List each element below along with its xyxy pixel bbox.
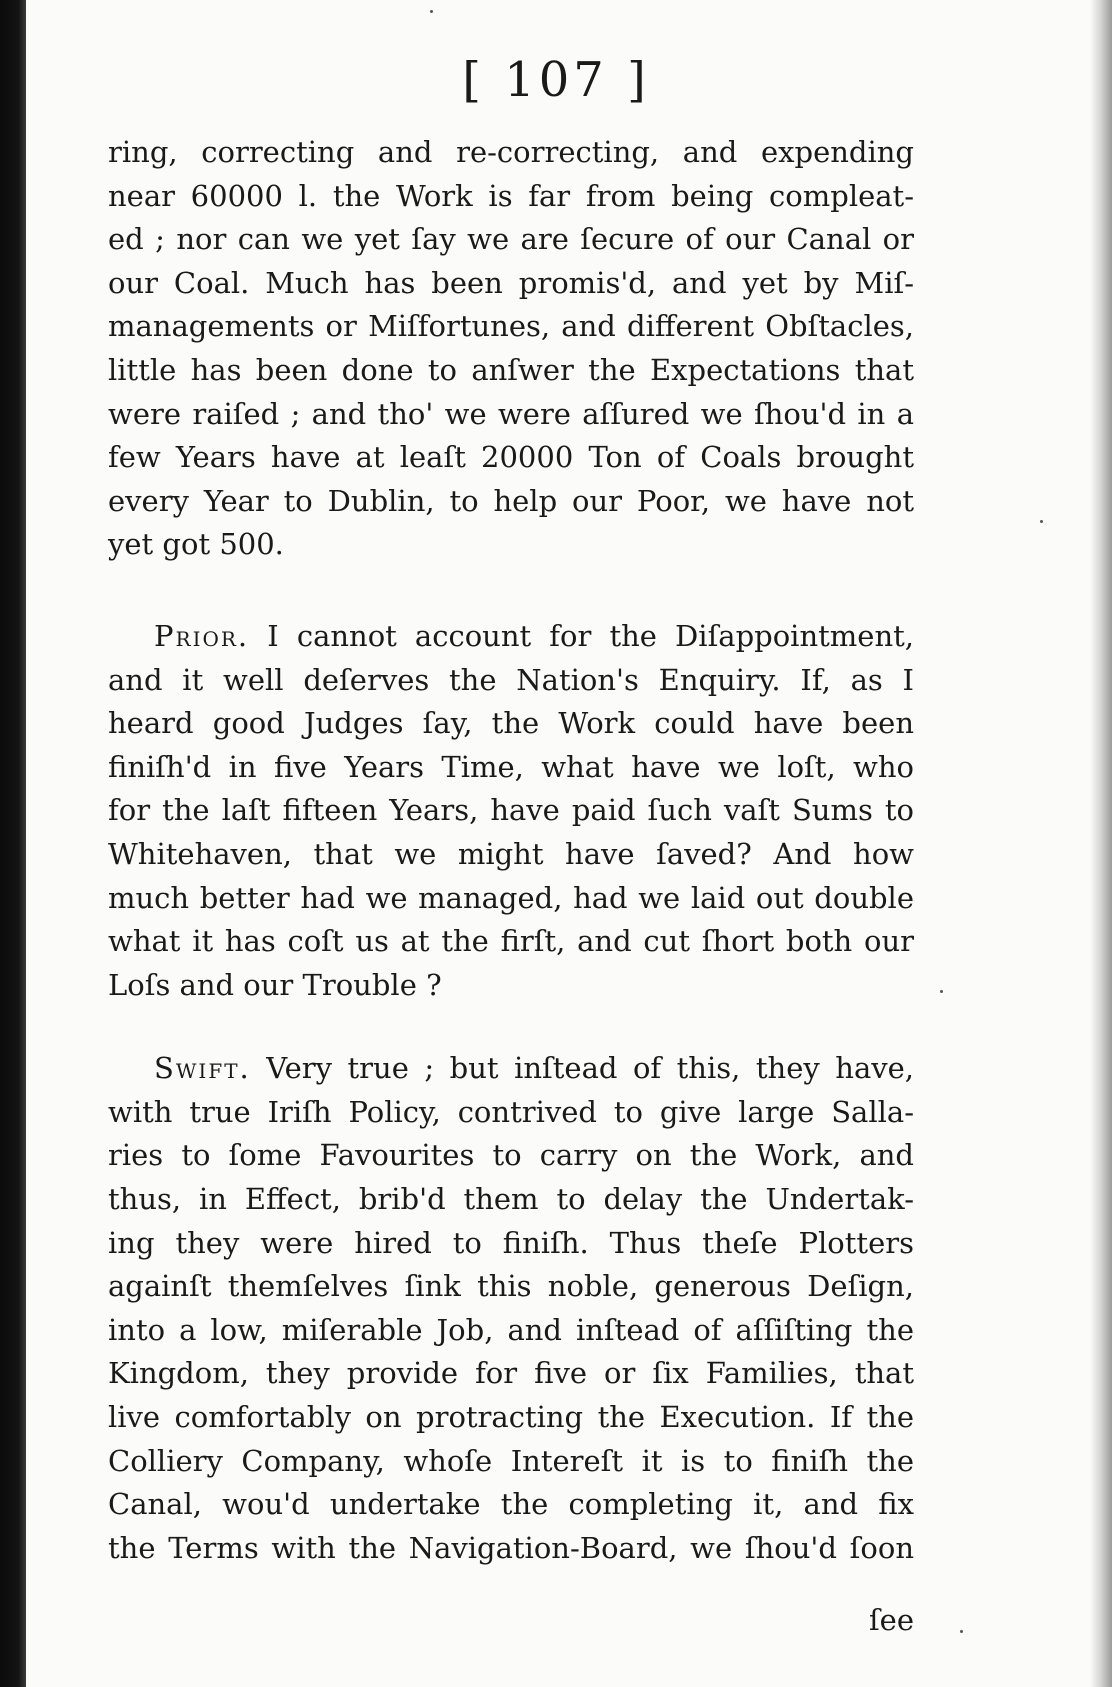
- text-line: [108, 615, 914, 659]
- text-line: little has been done to anſwer the Expectations that: [108, 352, 914, 387]
- scan-speck: [430, 10, 433, 13]
- text-line-content: Very true ; but inſtead of this, they have,: [266, 1051, 915, 1086]
- text-line: againſt themſelves ſink this noble, generous Deſign,: [108, 1269, 914, 1304]
- text-line: our Coal. Much has been promis'd, and yet by Miſ-: [108, 265, 914, 300]
- text-line: with true Iriſh Policy, contrived to give large Salla-: [108, 1094, 914, 1129]
- text-line: [108, 1047, 914, 1091]
- text-line: ries to ſome Favourites to carry on the Work, and: [108, 1138, 914, 1173]
- page-number: [ 107 ]: [462, 52, 650, 108]
- text-line: few Years have at leaſt 20000 Ton of Coals brought: [108, 440, 914, 475]
- text-line: heard good Judges ſay, the Work could have been: [108, 706, 914, 741]
- scan-speck: [1040, 520, 1043, 523]
- text-line: Whitehaven, that we might have ſaved? And how: [108, 836, 914, 871]
- paragraph-3: [108, 1047, 914, 1570]
- text-line: finiſh'd in five Years Time, what have we loſt, who: [108, 749, 914, 784]
- text-line: near 60000 l. the Work is far from being compleat-: [108, 178, 914, 213]
- paragraph-gap: [108, 1007, 914, 1047]
- speaker-name: Swift.: [154, 1051, 251, 1086]
- body-text: [108, 131, 914, 1570]
- paragraph-1: [108, 131, 914, 567]
- scan-speck: [940, 990, 943, 993]
- text-line: yet got 500.: [108, 527, 284, 562]
- text-line: ing they were hired to finiſh. Thus theſe Plotters: [108, 1225, 914, 1260]
- text-line: what it has coſt us at the firſt, and cut ſhort both our: [108, 924, 914, 959]
- text-line: the Terms with the Navigation-Board, we ſhou'd ſoon: [108, 1530, 914, 1565]
- paragraph-2: [108, 615, 914, 1007]
- text-line: every Year to Dublin, to help our Poor, we have not: [108, 483, 914, 518]
- text-line: Kingdom, they provide for five or ſix Families, that: [108, 1356, 914, 1391]
- text-line: Loſs and our Trouble ?: [108, 967, 442, 1002]
- text-line: Colliery Company, whoſe Intereſt it is to finiſh the: [108, 1443, 914, 1478]
- text-line: Canal, wou'd undertake the completing it, and fix: [108, 1487, 914, 1522]
- text-line: for the laſt fifteen Years, have paid ſuch vaſt Sums to: [108, 793, 914, 828]
- text-line: much better had we managed, had we laid out double: [108, 880, 914, 915]
- scan-speck: [960, 1630, 963, 1633]
- text-line-content: I cannot account for the Diſappointment,: [267, 618, 914, 653]
- text-line: ed ; nor can we yet ſay we are ſecure of our Canal or: [108, 222, 914, 257]
- text-line: live comfortably on protracting the Execution. If the: [108, 1400, 914, 1435]
- speaker-name: Prior.: [154, 618, 250, 653]
- binding-shadow: [0, 0, 26, 1687]
- paragraph-gap: [108, 567, 914, 615]
- text-line: thus, in Effect, brib'd them to delay the Undertak-: [108, 1182, 914, 1217]
- page-edge-shadow: [1090, 0, 1112, 1687]
- text-line: were raiſed ; and tho' we were aſſured we ſhou'd in a: [108, 396, 914, 431]
- text-line: ring, correcting and re-correcting, and expending: [108, 135, 914, 169]
- text-line: and it well deſerves the Nation's Enquiry. If, as I: [108, 662, 914, 697]
- catchword: ſee: [868, 1603, 914, 1637]
- text-line: managements or Miſfortunes, and different Obſtacles,: [108, 309, 914, 344]
- text-line: into a low, miſerable Job, and inſtead of aſſiſting the: [108, 1312, 914, 1347]
